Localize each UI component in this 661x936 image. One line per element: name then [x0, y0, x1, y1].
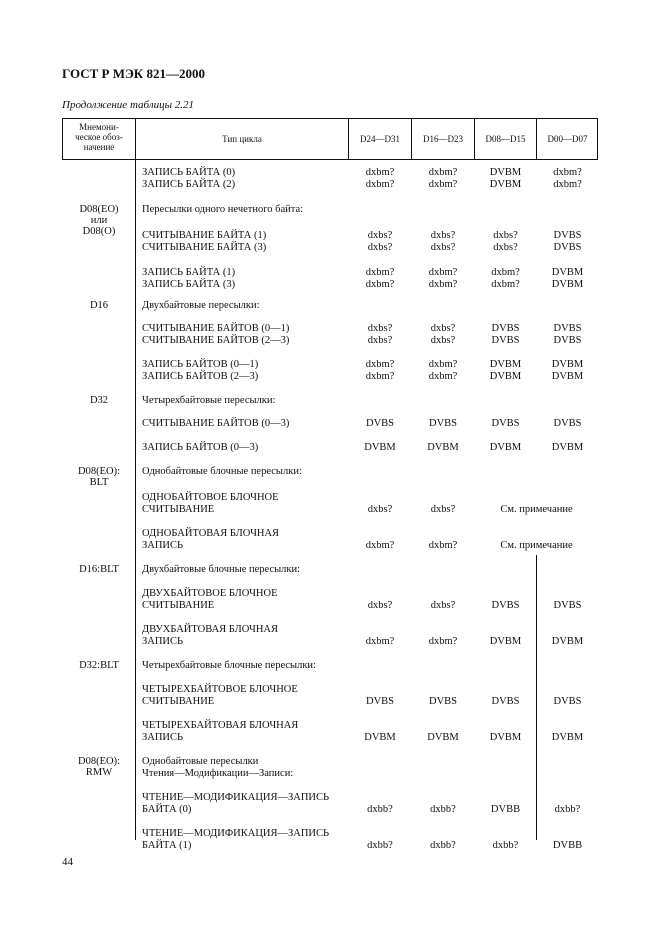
mnemonic-cell: D32	[89, 395, 109, 406]
data-cell-x: DVBS	[491, 696, 520, 707]
data-cell-x: dxbb?	[492, 840, 519, 851]
mnemonic-cell: D16	[89, 300, 109, 311]
data-cell-a: dxbm? dxbm?	[365, 267, 395, 290]
data-cell-b: DVBS	[428, 696, 457, 707]
data-cell-b: dxbb?	[430, 840, 456, 851]
data-cell-x: dxbm? dxbm?	[491, 267, 520, 290]
data-cell-a: DVBM	[364, 732, 396, 743]
data-cell-a: dxbb?	[367, 804, 393, 815]
mnemonic-cell: D08(EO) или D08(O)	[79, 204, 119, 237]
cycle-type-cell: Четырехбайтовые блочные пересылки:	[142, 660, 316, 671]
cycle-type-cell: Двухбайтовые пересылки:	[142, 300, 260, 311]
data-cell-a: dxbm? dxbm?	[365, 359, 395, 382]
table-continuation-caption: Продолжение таблицы 2.21	[62, 99, 195, 111]
cycle-type-cell: ЧТЕНИЕ—МОДИФИКАЦИЯ—ЗАПИСЬ БАЙТА (0)	[142, 792, 330, 815]
cycle-type-cell: ДВУХБАЙТОВАЯ БЛОЧНАЯ ЗАПИСЬ	[142, 624, 279, 647]
data-cell-y: DVBM DVBM	[551, 359, 584, 382]
cycle-type-cell: ЧЕТЫРЕХБАЙТОВОЕ БЛОЧНОЕ СЧИТЫВАНИЕ	[142, 684, 298, 707]
page-header: ГОСТ Р МЭК 821—2000	[62, 66, 205, 81]
column-divider	[135, 118, 136, 840]
data-cell-a: dxbs? dxbs?	[367, 230, 393, 253]
cycle-type-cell: ЧТЕНИЕ—МОДИФИКАЦИЯ—ЗАПИСЬ БАЙТА (1)	[142, 828, 330, 851]
table-header-rule	[62, 159, 598, 160]
data-cell-a: dxbs? dxbs?	[367, 323, 393, 346]
data-cell-y: DVBM DVBM	[551, 267, 584, 290]
data-cell-b: dxbm? dxbm?	[428, 359, 458, 382]
data-table	[62, 118, 598, 851]
data-cell-b: dxbs? dxbs?	[430, 230, 456, 253]
cycle-type-cell: Пересылки одного нечетного байта:	[142, 204, 304, 215]
data-cell-x: DVBM	[489, 442, 522, 453]
cycle-type-cell: ЗАПИСЬ БАЙТОВ (0—3)	[142, 442, 259, 453]
data-cell-x: См. примечание	[500, 540, 573, 551]
data-cell-x: dxbs? dxbs?	[493, 230, 518, 253]
data-cell-a: DVBS	[365, 418, 394, 429]
data-cell-y: DVBS DVBS	[553, 323, 582, 346]
data-cell-a: dxbs?	[367, 504, 393, 515]
data-cell-x: DVBS	[491, 600, 520, 611]
column-header-cycle: Тип цикла	[222, 134, 262, 144]
data-cell-y: DVBS	[553, 600, 582, 611]
cycle-type-cell: ДВУХБАЙТОВОЕ БЛОЧНОЕ СЧИТЫВАНИЕ	[142, 588, 278, 611]
data-cell-y: DVBS	[553, 418, 582, 429]
table-top-border	[62, 118, 598, 119]
data-cell-a: dxbs?	[367, 600, 393, 611]
data-cell-y: DVBM	[551, 732, 584, 743]
cycle-type-cell: ЧЕТЫРЕХБАЙТОВАЯ БЛОЧНАЯ ЗАПИСЬ	[142, 720, 299, 743]
data-cell-b: DVBM	[427, 442, 459, 453]
mnemonic-cell: D32:BLT	[79, 660, 119, 671]
column-header-d24: D24—D31	[360, 134, 400, 144]
data-cell-y: DVBS	[553, 696, 582, 707]
data-cell-y: DVBB	[552, 840, 583, 851]
mnemonic-cell: D08(EO): BLT	[78, 466, 120, 488]
data-cell-a: dxbb?	[367, 840, 393, 851]
cycle-type-cell: ЗАПИСЬ БАЙТА (1) ЗАПИСЬ БАЙТА (3)	[142, 267, 236, 290]
cycle-type-cell: ОДНОБАЙТОВАЯ БЛОЧНАЯ ЗАПИСЬ	[142, 528, 280, 551]
data-cell-y: DVBS DVBS	[553, 230, 582, 253]
data-cell-b: DVBM	[427, 732, 459, 743]
cycle-type-cell: ЗАПИСЬ БАЙТОВ (0—1) ЗАПИСЬ БАЙТОВ (2—3)	[142, 359, 259, 382]
data-cell-b: dxbm? dxbm?	[428, 267, 458, 290]
data-cell-x: См. примечание	[500, 504, 573, 515]
cycle-type-cell: ЗАПИСЬ БАЙТА (0) ЗАПИСЬ БАЙТА (2)	[142, 167, 236, 190]
data-cell-b: dxbm? dxbm?	[428, 167, 458, 190]
data-cell-x: DVBM DVBM	[489, 167, 522, 190]
data-cell-a: DVBS	[365, 696, 394, 707]
data-cell-b: dxbs? dxbs?	[430, 323, 456, 346]
column-header-d08: D08—D15	[485, 134, 526, 144]
data-cell-y: dxbb?	[554, 804, 581, 815]
data-cell-b: dxbm?	[428, 540, 458, 551]
column-header-d00: D00—D07	[547, 134, 588, 144]
mnemonic-cell: D16:BLT	[79, 564, 119, 575]
cycle-type-cell: СЧИТЫВАНИЕ БАЙТА (1) СЧИТЫВАНИЕ БАЙТА (3)	[142, 230, 267, 253]
data-cell-a: dxbm?	[365, 540, 395, 551]
cycle-type-cell: Четырехбайтовые пересылки:	[142, 395, 276, 406]
column-divider-partial	[536, 555, 537, 840]
data-cell-x: DVBS	[491, 418, 520, 429]
data-cell-x: DVBM	[489, 732, 522, 743]
data-cell-b: dxbs?	[430, 600, 456, 611]
cycle-type-cell: Однобайтовые блочные пересылки:	[142, 466, 302, 477]
data-cell-a: DVBM	[364, 442, 396, 453]
column-header-d16: D16—D23	[423, 134, 463, 144]
data-cell-b: dxbm?	[428, 636, 458, 647]
data-cell-x: DVBM DVBM	[489, 359, 522, 382]
data-cell-y: DVBM	[551, 442, 584, 453]
cycle-type-cell: СЧИТЫВАНИЕ БАЙТОВ (0—1) СЧИТЫВАНИЕ БАЙТОВ (2—3)	[142, 323, 290, 346]
mnemonic-cell: D08(EO): RMW	[78, 756, 120, 778]
cycle-type-cell: СЧИТЫВАНИЕ БАЙТОВ (0—3)	[142, 418, 290, 429]
data-cell-y: dxbm? dxbm?	[553, 167, 582, 190]
data-cell-b: dxbb?	[430, 804, 456, 815]
data-cell-b: DVBS	[428, 418, 457, 429]
data-cell-y: DVBM	[551, 636, 584, 647]
data-cell-x: DVBS DVBS	[491, 323, 520, 346]
page-number: 44	[62, 856, 73, 868]
data-cell-a: dxbm?	[365, 636, 395, 647]
data-cell-x: DVBB	[490, 804, 521, 815]
cycle-type-cell: Однобайтовые пересылки Чтения—Модификации—Записи:	[142, 756, 294, 779]
data-cell-b: dxbs?	[430, 504, 456, 515]
data-cell-a: dxbm? dxbm?	[365, 167, 395, 190]
cycle-type-cell: Двухбайтовые блочные пересылки:	[142, 564, 301, 575]
cycle-type-cell: ОДНОБАЙТОВОЕ БЛОЧНОЕ СЧИТЫВАНИЕ	[142, 492, 279, 515]
column-header-mnemonic: Мнемони- ческое обоз- начение	[75, 122, 123, 152]
data-cell-x: DVBM	[489, 636, 522, 647]
